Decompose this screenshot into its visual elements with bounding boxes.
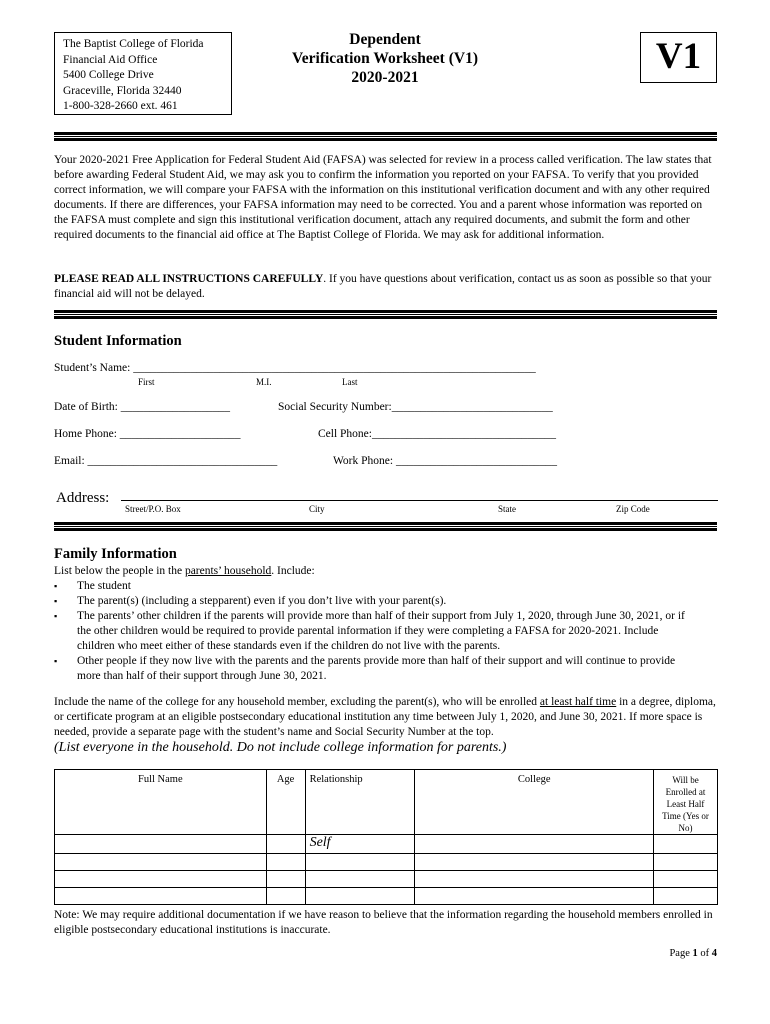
cell-full-name[interactable] [55, 835, 267, 854]
family-intro-post: . Include: [271, 565, 315, 577]
college-post: in a degree, diploma, or certificate program at an eligible postsecondary educational institution any time between July 1, 2020, and June 30, 2021. If more space is needed, provide a separate page with the student’s name and Social Security Number at the top. [54, 696, 716, 738]
table-row[interactable] [55, 871, 718, 888]
section-divider [54, 522, 717, 531]
header-relationship: Relationship [305, 770, 415, 835]
family-intro-underlined: parents’ household [184, 565, 272, 577]
cell-phone-field[interactable]: Cell Phone:________________________________ [318, 428, 556, 440]
page-current: 1 [692, 948, 698, 959]
header-college: College [415, 770, 654, 835]
table-header-row [55, 770, 718, 835]
title-line: Verification Worksheet (V1) [292, 50, 478, 67]
name-sub-mi: M.I. [256, 377, 272, 387]
cell-half-time[interactable] [654, 871, 718, 888]
college-pre: Include the name of the college for any household member, excluding the parent(s), who will be enrolled [54, 696, 540, 708]
instructions-bold: PLEASE READ ALL INSTRUCTIONS CAREFULLY [54, 273, 324, 285]
note-paragraph: Note: We may require additional documentation if we have reason to believe that the information regarding the household members enrolled in eligible postsecondary educational institutions is inaccurate. [54, 909, 713, 936]
cell-relationship[interactable] [305, 835, 415, 854]
list-item: ▪ The parent(s) (including a stepparent) even if you don’t live with your parent(s). [54, 594, 694, 609]
college-underlined: at least half time [539, 696, 617, 708]
page-sep: of [697, 948, 712, 959]
name-sub-last: Last [342, 377, 358, 387]
section-divider [54, 310, 717, 319]
cell-full-name[interactable] [55, 854, 267, 871]
table-row[interactable] [55, 888, 718, 905]
list-everyone-note: (List everyone in the household. Do not include college information for parents.) [54, 740, 507, 755]
instructions-rest: . If you have questions about verification, contact us as soon as possible so that your financial aid will not be delayed. [54, 273, 712, 300]
cell-full-name[interactable] [55, 871, 267, 888]
office-line: Graceville, Florida 32440 [63, 84, 182, 97]
college-paragraph [54, 695, 719, 740]
ssn-field[interactable]: Social Security Number:____________________________ [278, 401, 553, 413]
header-full-name: Full Name [55, 770, 267, 835]
office-line: The Baptist College of Florida [63, 38, 204, 50]
address-label: Address: [56, 490, 110, 506]
list-item: ▪ The parents’ other children if the parents will provide more than half of their support from July 1, 2020, through June 30, 2021, or if the other children would be required to provide parental information if they were completing a FAFSA for 2020-2021. Include children who meet either of these standards even if the children do not live with the parents. [54, 609, 694, 654]
cell-college[interactable] [415, 854, 654, 871]
cell-college[interactable] [415, 871, 654, 888]
office-line: Financial Aid Office [63, 53, 158, 66]
address-sub-city: City [309, 504, 325, 514]
instructions-paragraph [54, 272, 719, 302]
cell-half-time[interactable] [654, 854, 718, 871]
cell-college[interactable] [415, 835, 654, 854]
page-number [669, 948, 717, 959]
cell-relationship[interactable] [305, 888, 415, 905]
email-field[interactable]: Email: _________________________________ [54, 455, 278, 467]
dob-field[interactable]: Date of Birth: ___________________ [54, 401, 230, 413]
home-phone-field[interactable]: Home Phone: _____________________ [54, 428, 241, 440]
cell-age[interactable] [266, 854, 305, 871]
address-sub-state: State [498, 504, 516, 514]
cell-age[interactable] [266, 888, 305, 905]
student-info-heading: Student Information [54, 333, 182, 349]
cell-half-time[interactable] [654, 835, 718, 854]
list-item: ▪ The student [54, 579, 694, 594]
family-bullet-list [54, 579, 694, 684]
address-line[interactable] [121, 500, 718, 501]
cell-college[interactable] [415, 888, 654, 905]
title-line: Dependent [349, 31, 421, 48]
household-table [54, 769, 718, 905]
document-title [250, 30, 520, 87]
office-address-box [54, 32, 232, 115]
header-half-time: Will be Enrolled at Least Half Time (Yes or No) [654, 770, 718, 835]
page-total: 4 [711, 948, 717, 959]
address-sub-street: Street/P.O. Box [125, 504, 181, 514]
page-prefix: Page [669, 948, 693, 959]
self-label: Self [309, 835, 331, 850]
cell-half-time[interactable] [654, 888, 718, 905]
header-age: Age [266, 770, 305, 835]
cell-relationship[interactable] [305, 871, 415, 888]
table-row[interactable] [55, 854, 718, 871]
cell-relationship[interactable] [305, 854, 415, 871]
address-sub-zip: Zip Code [616, 504, 650, 514]
office-line: 1-800-328-2660 ext. 461 [63, 100, 178, 112]
name-sub-first: First [138, 377, 155, 387]
family-intro [54, 564, 719, 579]
section-divider [54, 132, 717, 141]
office-line: 5400 College Drive [63, 69, 154, 81]
version-badge: V1 [640, 32, 717, 83]
list-item: ▪ Other people if they now live with the parents and the parents provide more than half of their support and will continue to provide more than half of their support through June 30, 2021. [54, 654, 694, 684]
cell-age[interactable] [266, 871, 305, 888]
table-row[interactable] [55, 835, 718, 854]
work-phone-field[interactable]: Work Phone: ____________________________ [333, 455, 557, 467]
family-intro-pre: List below the people in the [54, 565, 185, 577]
student-name-field[interactable]: Student’s Name: ______________________________________________________________________ [54, 362, 536, 374]
title-line: 2020-2021 [351, 69, 419, 86]
family-info-heading: Family Information [54, 546, 177, 562]
cell-full-name[interactable] [55, 888, 267, 905]
cell-age[interactable] [266, 835, 305, 854]
intro-paragraph: Your 2020-2021 Free Application for Federal Student Aid (FAFSA) was selected for review in a process called verification. The law states that before awarding Federal Student Aid, we may ask you to confirm the information you reported on your FAFSA. To verify that you provided correct information, we will compare your FAFSA with the information on this institutional verification document and with any other required documents. If there are differences, your FAFSA information may need to be corrected. You and a parent whose information was reported on the FAFSA must complete and sign this institutional verification document, attach any required documents, and submit the form and other required documents to the financial aid office at The Baptist College of Florida. We may ask for additional information. [54, 154, 712, 241]
